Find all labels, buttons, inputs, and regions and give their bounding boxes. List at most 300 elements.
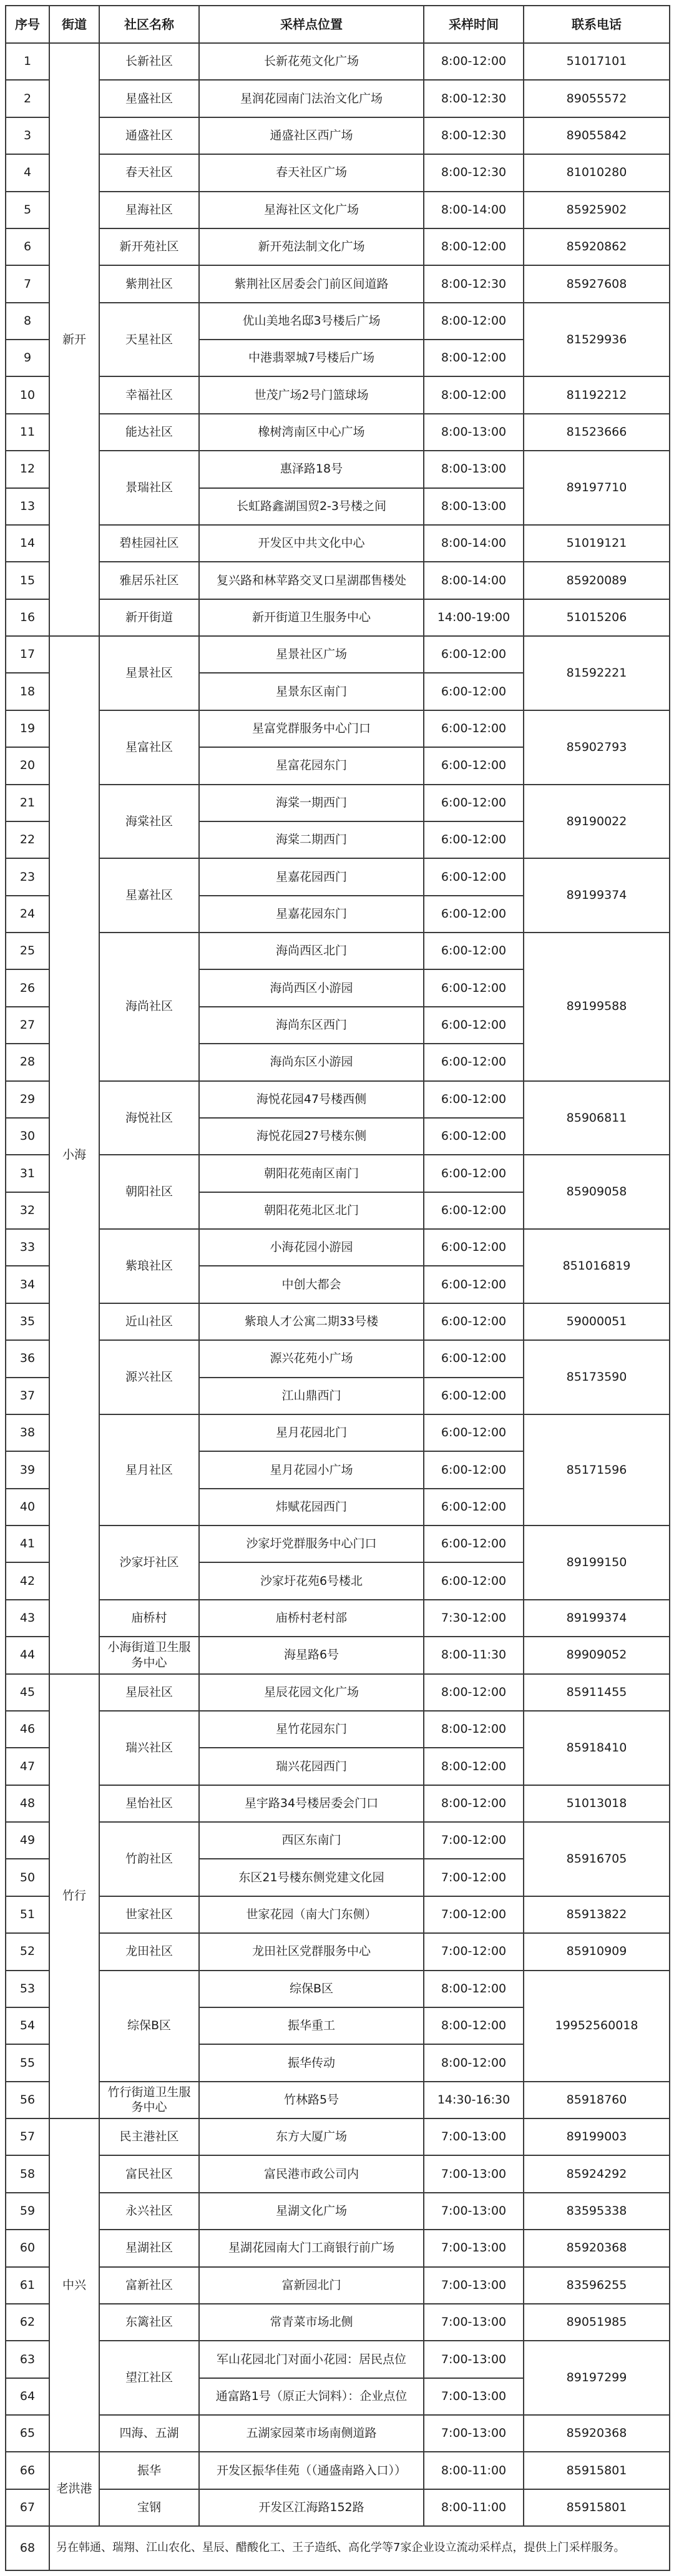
- sampling-time: 6:00-12:00: [424, 1378, 524, 1414]
- sampling-location: 通富路1号（原正大饲料）：企业点位: [199, 2378, 424, 2415]
- sampling-location: 新开街道卫生服务中心: [199, 599, 424, 636]
- sampling-location: 星润花园南门法治文化广场: [199, 80, 424, 117]
- sampling-time: 7:00-13:00: [424, 2230, 524, 2266]
- contact-phone: 51015206: [524, 599, 670, 636]
- header-community: 社区名称: [99, 6, 199, 43]
- row-index: 14: [6, 525, 49, 562]
- row-index: 5: [6, 192, 49, 228]
- table-row: [6, 303, 670, 340]
- contact-phone: 89197710: [524, 451, 670, 525]
- contact-phone: 85925902: [524, 192, 670, 228]
- table-row: [6, 1414, 670, 1451]
- row-index: 16: [6, 599, 49, 636]
- contact-phone: 851016819: [524, 1229, 670, 1303]
- community-name: 星海社区: [99, 192, 199, 228]
- community-name: 海悦社区: [99, 1081, 199, 1155]
- contact-phone: 85915801: [524, 2489, 670, 2526]
- sampling-time: 6:00-12:00: [424, 1081, 524, 1118]
- row-index: 2: [6, 80, 49, 117]
- sampling-location: 春天社区广场: [199, 154, 424, 191]
- row-index: 48: [6, 1785, 49, 1822]
- sampling-time: 8:00-11:00: [424, 2452, 524, 2489]
- community-name: 竹韵社区: [99, 1822, 199, 1896]
- community-name: 星月社区: [99, 1414, 199, 1526]
- community-name: 幸福社区: [99, 376, 199, 413]
- sampling-time: 8:00-11:30: [424, 1637, 524, 1673]
- sampling-location: 朝阳花苑南区南门: [199, 1155, 424, 1192]
- table-row: [6, 1785, 670, 1822]
- community-name: 庙桥村: [99, 1600, 199, 1637]
- sampling-location: 东方大厦广场: [199, 2118, 424, 2155]
- sampling-time: 8:00-12:00: [424, 376, 524, 413]
- sampling-time: 8:00-12:30: [424, 265, 524, 302]
- sampling-time: 8:00-12:00: [424, 1748, 524, 1785]
- table-row: [6, 2267, 670, 2304]
- sampling-time: 6:00-12:00: [424, 1044, 524, 1080]
- row-index: 61: [6, 2267, 49, 2304]
- contact-phone: 89197299: [524, 2341, 670, 2415]
- sampling-time: 8:00-12:00: [424, 340, 524, 376]
- sampling-location: 海尚东区小游园: [199, 1044, 424, 1080]
- note-text: 另在韩通、瑞翔、江山农化、星辰、醋酸化工、王子造纸、高化学等7家企业设立流动采样点，提供上门采样服务。: [49, 2526, 670, 2570]
- sampling-location: 龙田社区党群服务中心: [199, 1933, 424, 1970]
- community-name: 龙田社区: [99, 1933, 199, 1970]
- street-name: 新开: [49, 43, 99, 636]
- contact-phone: 85918760: [524, 2082, 670, 2118]
- row-index: 19: [6, 710, 49, 747]
- table-row: [6, 2415, 670, 2452]
- contact-phone: 81529936: [524, 303, 670, 377]
- sampling-location: 沙家圩花苑6号楼北: [199, 1562, 424, 1599]
- row-index: 66: [6, 2452, 49, 2489]
- sampling-location: 中创大都会: [199, 1266, 424, 1303]
- header-index: 序号: [6, 6, 49, 43]
- contact-phone: 83595338: [524, 2193, 670, 2230]
- row-index: 65: [6, 2415, 49, 2452]
- table-row: [6, 376, 670, 413]
- sampling-location: 星景东区南门: [199, 673, 424, 710]
- row-index: 23: [6, 858, 49, 895]
- sampling-time: 7:00-13:00: [424, 2193, 524, 2230]
- sampling-location: 海悦花园47号楼西侧: [199, 1081, 424, 1118]
- sampling-time: 8:00-13:00: [424, 488, 524, 525]
- table-row: [6, 1971, 670, 2007]
- sampling-location: 开发区江海路152路: [199, 2489, 424, 2526]
- community-name: 天星社区: [99, 303, 199, 377]
- row-index: 39: [6, 1451, 49, 1488]
- community-name: 紫琅社区: [99, 1229, 199, 1303]
- sampling-location: 开发区中共文化中心: [199, 525, 424, 562]
- sampling-time: 6:00-12:00: [424, 933, 524, 969]
- row-index: 25: [6, 933, 49, 969]
- table-row: [6, 710, 670, 747]
- community-name: 新开街道: [99, 599, 199, 636]
- row-index: 40: [6, 1489, 49, 1526]
- contact-phone: 51019121: [524, 525, 670, 562]
- row-index: 29: [6, 1081, 49, 1118]
- row-index: 3: [6, 117, 49, 154]
- table-row: [6, 1229, 670, 1266]
- table-row: [6, 1933, 670, 1970]
- sampling-location: 富新园北门: [199, 2267, 424, 2304]
- community-name: 春天社区: [99, 154, 199, 191]
- table-row: [6, 2489, 670, 2526]
- sampling-time: 8:00-12:00: [424, 1674, 524, 1711]
- sampling-location: 星湖文化广场: [199, 2193, 424, 2230]
- header-time: 采样时间: [424, 6, 524, 43]
- sampling-location: 星嘉花园西门: [199, 858, 424, 895]
- row-index: 55: [6, 2044, 49, 2081]
- table-row: [6, 562, 670, 599]
- sampling-time: 8:00-12:00: [424, 1971, 524, 2007]
- community-name: 振华: [99, 2452, 199, 2489]
- sampling-time: 6:00-12:00: [424, 821, 524, 858]
- community-name: 星辰社区: [99, 1674, 199, 1711]
- contact-phone: 85918410: [524, 1711, 670, 1785]
- sampling-time: 6:00-12:00: [424, 1118, 524, 1155]
- community-name: 星盛社区: [99, 80, 199, 117]
- sampling-time: 8:00-14:00: [424, 192, 524, 228]
- row-index: 44: [6, 1637, 49, 1673]
- sampling-time: 8:00-13:00: [424, 414, 524, 451]
- sampling-time: 6:00-12:00: [424, 1155, 524, 1192]
- table-row: [6, 2452, 670, 2489]
- sampling-location: 长新花苑文化广场: [199, 43, 424, 80]
- sampling-location: 星月花园北门: [199, 1414, 424, 1451]
- community-name: 富民社区: [99, 2155, 199, 2192]
- sampling-location: 长虹路鑫湖国贸2-3号楼之间: [199, 488, 424, 525]
- sampling-time: 7:00-12:00: [424, 1933, 524, 1970]
- row-index: 37: [6, 1378, 49, 1414]
- contact-phone: 89190022: [524, 785, 670, 859]
- sampling-location: 江山鼎西门: [199, 1378, 424, 1414]
- sampling-location: 中港翡翠城7号楼后广场: [199, 340, 424, 376]
- row-index: 9: [6, 340, 49, 376]
- sampling-time: 6:00-12:00: [424, 858, 524, 895]
- community-name: 碧桂园社区: [99, 525, 199, 562]
- community-name: 综保B区: [99, 1971, 199, 2082]
- sampling-location: 橡树湾南区中心广场: [199, 414, 424, 451]
- contact-phone: 89199374: [524, 858, 670, 933]
- sampling-location: 富民港市政公司内: [199, 2155, 424, 2192]
- row-index: 26: [6, 969, 49, 1006]
- sampling-location: 振华传动: [199, 2044, 424, 2081]
- table-row: [6, 636, 670, 673]
- sampling-time: 6:00-12:00: [424, 673, 524, 710]
- sampling-time: 14:30-16:30: [424, 2082, 524, 2118]
- sampling-location: 西区东南门: [199, 1822, 424, 1859]
- table-row: [6, 2341, 670, 2378]
- sampling-location: 星辰花园文化广场: [199, 1674, 424, 1711]
- sampling-location: 东区21号楼东侧党建文化园: [199, 1859, 424, 1896]
- sampling-location: 新开苑法制文化广场: [199, 228, 424, 265]
- row-index: 18: [6, 673, 49, 710]
- sampling-time: 6:00-12:00: [424, 1007, 524, 1044]
- table-row: [6, 1155, 670, 1192]
- sampling-time: 8:00-12:00: [424, 303, 524, 340]
- contact-phone: 81523666: [524, 414, 670, 451]
- sampling-location: 星景社区广场: [199, 636, 424, 673]
- row-index: 62: [6, 2304, 49, 2341]
- sampling-time: 8:00-12:00: [424, 43, 524, 80]
- sampling-location: 海悦花园27号楼东侧: [199, 1118, 424, 1155]
- sampling-time: 7:00-13:00: [424, 2118, 524, 2155]
- sampling-time: 7:30-12:00: [424, 1600, 524, 1637]
- table-row: [6, 117, 670, 154]
- sampling-location: 海星路6号: [199, 1637, 424, 1673]
- contact-phone: 85173590: [524, 1340, 670, 1414]
- sampling-time: 8:00-12:30: [424, 80, 524, 117]
- row-index: 42: [6, 1562, 49, 1599]
- header-location: 采样点位置: [199, 6, 424, 43]
- sampling-location: 世家花园（南大门东侧）: [199, 1896, 424, 1933]
- community-name: 世家社区: [99, 1896, 199, 1933]
- sampling-time: 6:00-12:00: [424, 1266, 524, 1303]
- sampling-time: 8:00-12:00: [424, 2044, 524, 2081]
- table-row: [6, 154, 670, 191]
- street-name: 小海: [49, 636, 99, 1674]
- row-index: 36: [6, 1340, 49, 1377]
- contact-phone: 89055842: [524, 117, 670, 154]
- community-name: 永兴社区: [99, 2193, 199, 2230]
- row-index: 15: [6, 562, 49, 599]
- contact-phone: 85920368: [524, 2415, 670, 2452]
- row-index: 50: [6, 1859, 49, 1896]
- table-row: [6, 1303, 670, 1340]
- table-row: [6, 858, 670, 895]
- table-row: [6, 451, 670, 487]
- contact-phone: 89199003: [524, 2118, 670, 2155]
- contact-phone: 85906811: [524, 1081, 670, 1155]
- sampling-location: 世茂广场2号门篮球场: [199, 376, 424, 413]
- sampling-location: 振华重工: [199, 2007, 424, 2044]
- row-index: 22: [6, 821, 49, 858]
- contact-phone: 89055572: [524, 80, 670, 117]
- sampling-location: 常青菜市场北侧: [199, 2304, 424, 2341]
- contact-phone: 85927608: [524, 265, 670, 302]
- community-name: 瑞兴社区: [99, 1711, 199, 1785]
- sampling-location: 海尚西区小游园: [199, 969, 424, 1006]
- sampling-location: 星嘉花园东门: [199, 896, 424, 933]
- community-name: 长新社区: [99, 43, 199, 80]
- community-name: 通盛社区: [99, 117, 199, 154]
- sampling-time: 8:00-12:00: [424, 1711, 524, 1748]
- contact-phone: 85910909: [524, 1933, 670, 1970]
- sampling-time: 6:00-12:00: [424, 636, 524, 673]
- table-row: [6, 2304, 670, 2341]
- row-index: 35: [6, 1303, 49, 1340]
- table-row: [6, 1600, 670, 1637]
- contact-phone: 85909058: [524, 1155, 670, 1229]
- table-row: [6, 1526, 670, 1562]
- table-row: [6, 599, 670, 636]
- sampling-location: 海尚东区西门: [199, 1007, 424, 1044]
- contact-phone: 85171596: [524, 1414, 670, 1526]
- contact-phone: 81192212: [524, 376, 670, 413]
- sampling-time: 6:00-12:00: [424, 969, 524, 1006]
- sampling-location: 星月花园小广场: [199, 1451, 424, 1488]
- table-row: [6, 414, 670, 451]
- table-row: [6, 933, 670, 969]
- row-index: 1: [6, 43, 49, 80]
- sampling-time: 7:00-12:00: [424, 1822, 524, 1859]
- row-index: 67: [6, 2489, 49, 2526]
- sampling-time: 8:00-14:00: [424, 562, 524, 599]
- table-row: [6, 785, 670, 821]
- contact-phone: 89051985: [524, 2304, 670, 2341]
- contact-phone: 51017101: [524, 43, 670, 80]
- community-name: 宝钢: [99, 2489, 199, 2526]
- table-row: [6, 2230, 670, 2266]
- community-name: 竹行街道卫生服务中心: [99, 2082, 199, 2118]
- table-row: [6, 2155, 670, 2192]
- sampling-location: 星宇路34号楼居委会门口: [199, 1785, 424, 1822]
- row-index: 28: [6, 1044, 49, 1080]
- contact-phone: 59000051: [524, 1303, 670, 1340]
- row-index: 13: [6, 488, 49, 525]
- contact-phone: 81010280: [524, 154, 670, 191]
- sampling-time: 8:00-12:00: [424, 1785, 524, 1822]
- row-index: 46: [6, 1711, 49, 1748]
- contact-phone: 85920862: [524, 228, 670, 265]
- contact-phone: 51013018: [524, 1785, 670, 1822]
- sampling-location: 小海花园小游园: [199, 1229, 424, 1266]
- table-row: [6, 1674, 670, 1711]
- row-index: 59: [6, 2193, 49, 2230]
- sampling-location: 沙家圩党群服务中心门口: [199, 1526, 424, 1562]
- community-name: 四海、五湖: [99, 2415, 199, 2452]
- row-index: 20: [6, 747, 49, 784]
- row-index: 53: [6, 1971, 49, 2007]
- row-index: 6: [6, 228, 49, 265]
- sampling-time: 8:00-11:00: [424, 2489, 524, 2526]
- table-row: [6, 1637, 670, 1673]
- row-index: 17: [6, 636, 49, 673]
- community-name: 朝阳社区: [99, 1155, 199, 1229]
- community-name: 富新社区: [99, 2267, 199, 2304]
- sampling-location: 综保B区: [199, 1971, 424, 2007]
- community-name: 星嘉社区: [99, 858, 199, 933]
- row-index: 41: [6, 1526, 49, 1562]
- row-index: 63: [6, 2341, 49, 2378]
- contact-phone: 89909052: [524, 1637, 670, 1673]
- sampling-location: 竹林路5号: [199, 2082, 424, 2118]
- sampling-time: 6:00-12:00: [424, 896, 524, 933]
- sampling-location: 紫荆社区居委会门前区间道路: [199, 265, 424, 302]
- community-name: 小海街道卫生服务中心: [99, 1637, 199, 1673]
- contact-phone: 85924292: [524, 2155, 670, 2192]
- street-name: 竹行: [49, 1674, 99, 2119]
- contact-phone: 89199588: [524, 933, 670, 1081]
- sampling-time: 6:00-12:00: [424, 1414, 524, 1451]
- sampling-location: 瑞兴花园西门: [199, 1748, 424, 1785]
- note-row: [6, 2526, 670, 2570]
- row-index: 21: [6, 785, 49, 821]
- sampling-location: 复兴路和林苹路交叉口星湖郡售楼处: [199, 562, 424, 599]
- sampling-location: 朝阳花苑北区北门: [199, 1192, 424, 1229]
- contact-phone: 85913822: [524, 1896, 670, 1933]
- table-row: [6, 228, 670, 265]
- row-index: 49: [6, 1822, 49, 1859]
- community-name: 望江社区: [99, 2341, 199, 2415]
- sampling-time: 6:00-12:00: [424, 1192, 524, 1229]
- community-name: 能达社区: [99, 414, 199, 451]
- community-name: 星富社区: [99, 710, 199, 785]
- sampling-location: 海棠二期西门: [199, 821, 424, 858]
- community-name: 雅居乐社区: [99, 562, 199, 599]
- sampling-time: 7:00-13:00: [424, 2415, 524, 2452]
- sampling-location: 优山美地名邸3号楼后广场: [199, 303, 424, 340]
- table-row: [6, 525, 670, 562]
- sampling-schedule-table: [5, 5, 670, 2571]
- table-row: [6, 1081, 670, 1118]
- sampling-time: 8:00-12:30: [424, 117, 524, 154]
- community-name: 沙家圩社区: [99, 1526, 199, 1600]
- community-name: 东篱社区: [99, 2304, 199, 2341]
- table-row: [6, 1340, 670, 1377]
- community-name: 新开苑社区: [99, 228, 199, 265]
- sampling-time: 6:00-12:00: [424, 1229, 524, 1266]
- sampling-location: 星富党群服务中心门口: [199, 710, 424, 747]
- row-index: 68: [6, 2526, 49, 2570]
- row-index: 33: [6, 1229, 49, 1266]
- table-row: [6, 2082, 670, 2118]
- row-index: 64: [6, 2378, 49, 2415]
- sampling-location: 星竹花园东门: [199, 1711, 424, 1748]
- row-index: 27: [6, 1007, 49, 1044]
- sampling-location: 源兴花苑小广场: [199, 1340, 424, 1377]
- sampling-time: 6:00-12:00: [424, 1451, 524, 1488]
- sampling-location: 开发区振华佳苑（（通盛南路入口））: [199, 2452, 424, 2489]
- sampling-time: 8:00-12:00: [424, 2007, 524, 2044]
- sampling-time: 8:00-14:00: [424, 525, 524, 562]
- contact-phone: 85911455: [524, 1674, 670, 1711]
- sampling-time: 14:00-19:00: [424, 599, 524, 636]
- sampling-location: 星湖花园南大门工商银行前广场: [199, 2230, 424, 2266]
- row-index: 24: [6, 896, 49, 933]
- row-index: 54: [6, 2007, 49, 2044]
- contact-phone: 85902793: [524, 710, 670, 785]
- sampling-location: 星富花园东门: [199, 747, 424, 784]
- sampling-location: 惠泽路18号: [199, 451, 424, 487]
- contact-phone: 85916705: [524, 1822, 670, 1896]
- sampling-time: 7:00-12:00: [424, 1859, 524, 1896]
- contact-phone: 83596255: [524, 2267, 670, 2304]
- sampling-location: 军山花园北门对面小花园：居民点位: [199, 2341, 424, 2378]
- community-name: 星怡社区: [99, 1785, 199, 1822]
- community-name: 景瑞社区: [99, 451, 199, 525]
- row-index: 11: [6, 414, 49, 451]
- row-index: 45: [6, 1674, 49, 1711]
- table-row: [6, 1822, 670, 1859]
- table-row: [6, 80, 670, 117]
- contact-phone: 85920089: [524, 562, 670, 599]
- header-street: 街道: [49, 6, 99, 43]
- table-header: [6, 6, 670, 43]
- sampling-time: 7:00-12:00: [424, 1896, 524, 1933]
- row-index: 30: [6, 1118, 49, 1155]
- community-name: 星湖社区: [99, 2230, 199, 2266]
- header-row: [6, 6, 670, 43]
- table-row: [6, 43, 670, 80]
- sampling-time: 7:00-13:00: [424, 2155, 524, 2192]
- street-name: 中兴: [49, 2118, 99, 2452]
- sampling-location: 炜赋花园西门: [199, 1489, 424, 1526]
- row-index: 12: [6, 451, 49, 487]
- sampling-time: 8:00-13:00: [424, 451, 524, 487]
- sampling-time: 7:00-13:00: [424, 2341, 524, 2378]
- table-row: [6, 1711, 670, 1748]
